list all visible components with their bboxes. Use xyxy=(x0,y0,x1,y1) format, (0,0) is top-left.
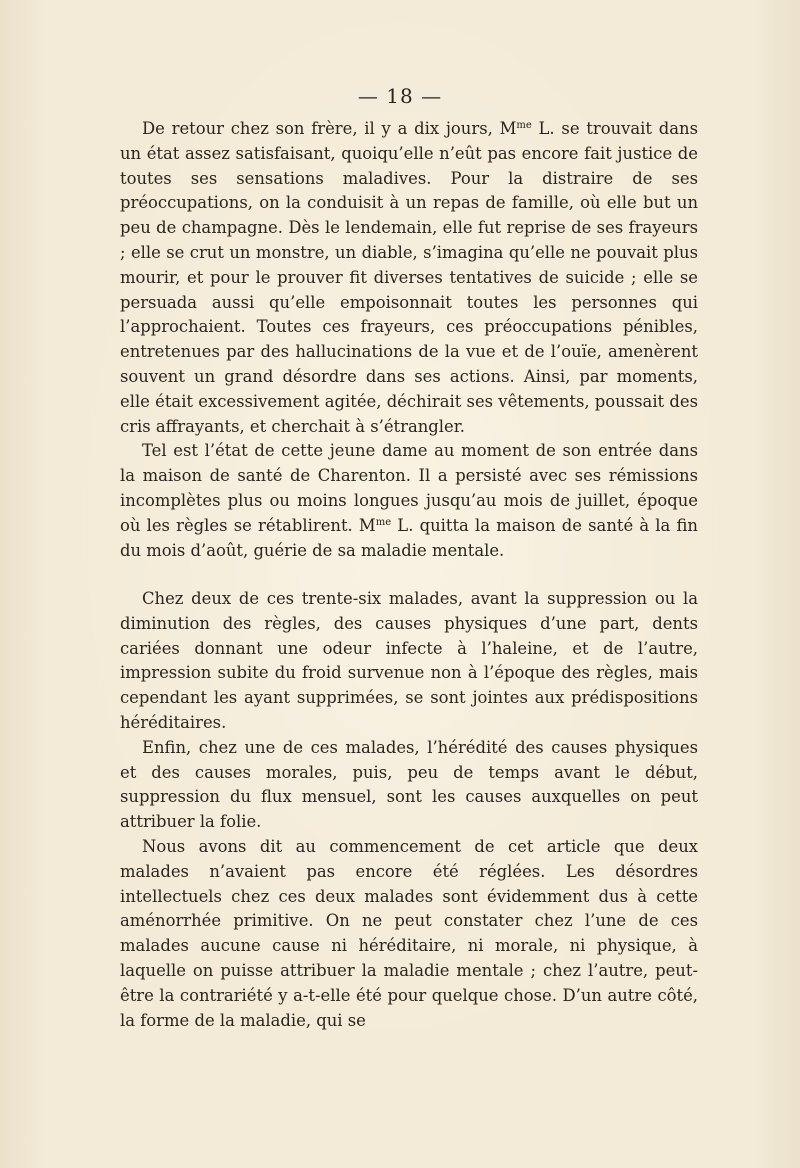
text-section-bottom xyxy=(120,587,698,1033)
paragraph: Enfin, chez une de ces malades, l’hérédité des causes physiques et des causes morales, puis, peu de temps avant le début, suppression du flux mensuel, sont les causes auxquelles on peut attribuer la folie. xyxy=(120,737,698,832)
superscript: me xyxy=(516,120,532,131)
paragraph-text: De retour chez son frère, il y a dix jours, M xyxy=(142,119,517,138)
paragraph-text: L. se trouvait dans un état assez satisfaisant, quoiqu’elle n’eût pas encore fait justice de toutes ses sensations maladives. Pour la distraire de ses préoccupations, on la conduisit à un repas de famille, où elle but un peu de champagne. Dès le lendemain, elle fut reprise de ses frayeurs ; elle se crut un monstre, un diable, s’imagina qu’elle ne pouvait plus mourir, et pour le prouver fit diverses tentatives de suicide ; elle se persuada aussi qu’elle empoisonnait toutes les personnes qui l’approchaient. Toutes ces frayeurs, ces préoccupations pénibles, entretenues par des hallucinations de la vue et de l’ouïe, amenèrent souvent un grand désordre dans ses actions. Ainsi, par moments, elle était excessivement agitée, déchirait ses vêtements, poussait des cris affrayants, et cherchait à s’étrangler. xyxy=(120,119,698,436)
paragraph-text: Tel est l’état de cette jeune dame au moment de son entrée dans la maison de santé de Charenton. Il a persisté avec ses rémissions incomplètes plus ou moins longues jusqu’au mois de juillet, époque où les règles se rétablirent. M xyxy=(120,441,698,535)
superscript: me xyxy=(375,516,392,528)
page-number: — 18 — xyxy=(357,84,443,108)
paragraph: Chez deux de ces trente-six malades, avant la suppression ou la diminution des règles, des causes physiques d’une part, dents cariées donnant une odeur infecte à l’haleine, et de l’autre, impression subite du froid survenue non à l’époque des règles, mais cependant les ayant supprimées, se sont jointes aux prédispositions héréditaires. xyxy=(120,589,698,732)
paragraph xyxy=(120,117,698,439)
paragraph xyxy=(120,439,698,563)
paragraph-text: L. quitta la maison de santé à la fin du mois d’août, guérie de sa maladie mentale. xyxy=(120,515,698,560)
paragraph: Nous avons dit au commencement de cet article que deux malades n’avaient pas encore été réglées. Les désordres intellectuels chez ces deux malades sont évidemment dus à cette aménorrhée primitive. On ne peut constater chez l’une de ces malades aucune cause ni héréditaire, ni morale, ni physique, à laquelle on puisse attribuer la maladie mentale ; chez l’autre, peut-être la contrariété y a-t-elle été pour quelque chose. D’un autre côté, la forme de la maladie, qui se xyxy=(120,836,698,1030)
text-section-top xyxy=(120,117,698,563)
